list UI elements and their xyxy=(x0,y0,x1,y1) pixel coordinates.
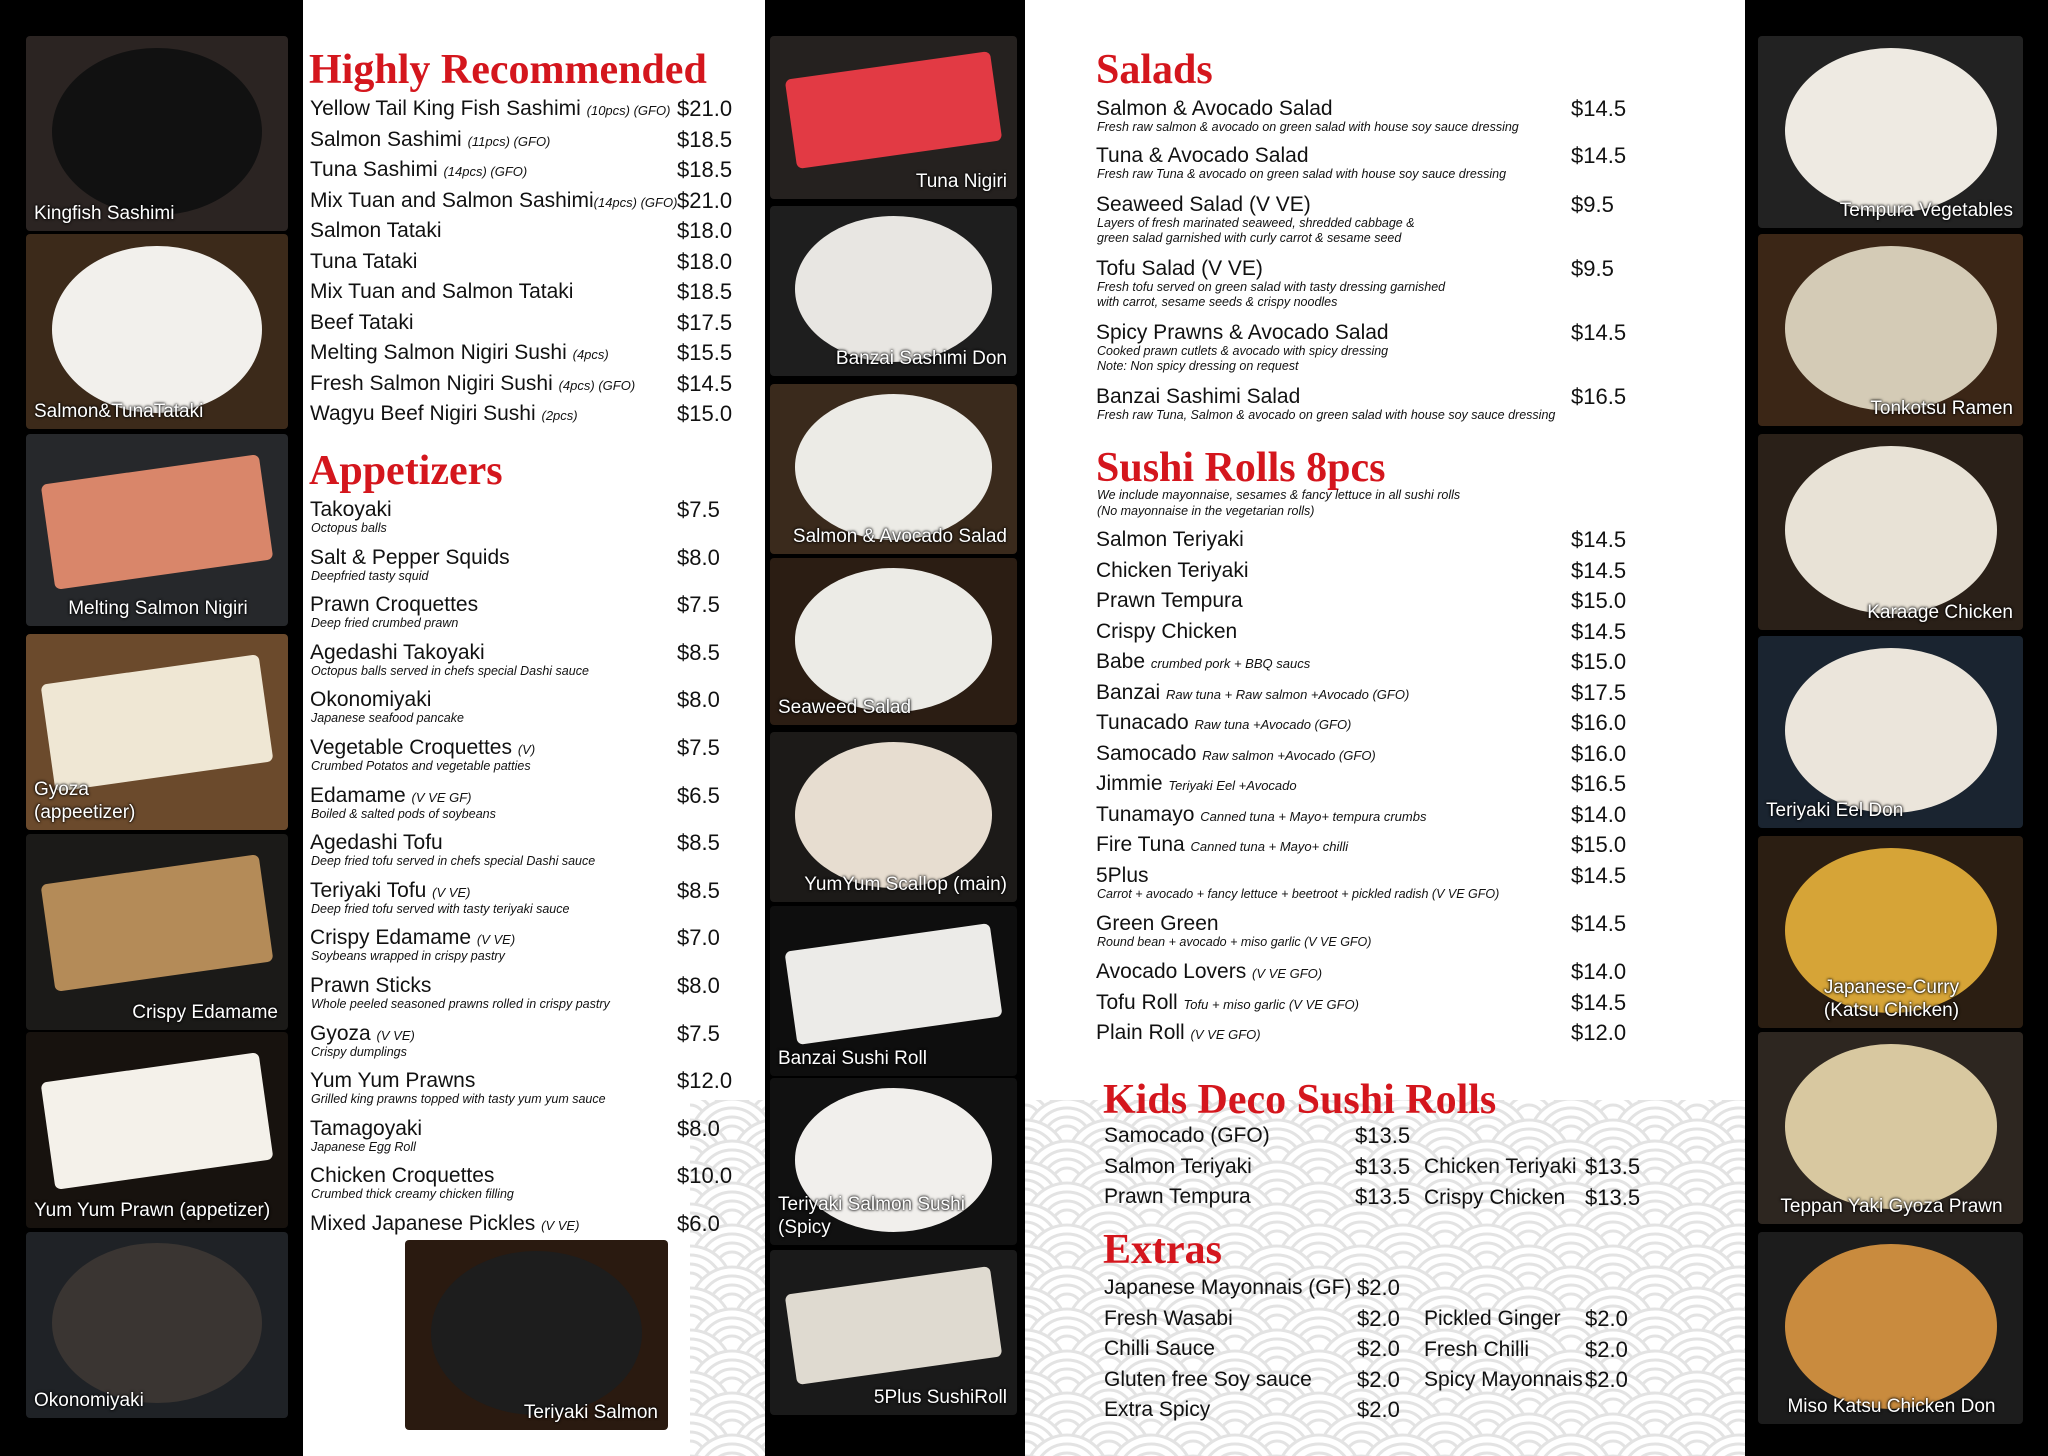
item-description: Crispy dumplings xyxy=(311,1044,407,1059)
dish-plate-image xyxy=(41,654,274,791)
kids-item-name: Chicken Teriyaki xyxy=(1424,1155,1577,1178)
item-price: $8.0 xyxy=(677,973,720,998)
item-price: $14.5 xyxy=(1571,527,1627,552)
menu-item-name xyxy=(310,973,431,999)
item-note: (4pcs) (GFO) xyxy=(558,377,636,393)
dish-plate-image xyxy=(41,854,274,991)
photo-caption: Tempura Vegetables xyxy=(1839,200,2013,221)
item-note: (V VE) xyxy=(541,1218,580,1233)
kids-item-price: $13.5 xyxy=(1355,1123,1411,1148)
extra-item-name: Extra Spicy xyxy=(1104,1398,1211,1421)
photo-caption: Miso Katsu Chicken Don xyxy=(1787,1396,1996,1417)
dish-photo xyxy=(26,36,288,231)
dish-photo xyxy=(770,732,1017,902)
item-note: (4pcs) xyxy=(572,347,609,362)
menu-item-name xyxy=(310,687,431,713)
photo-caption: Japanese-Curry (Katsu Chicken) xyxy=(1823,977,1960,1021)
menu-item-name xyxy=(1096,384,1300,410)
item-note: (11pcs) (GFO) xyxy=(467,133,551,149)
dish-photo xyxy=(1758,636,2023,828)
item-description-2: Note: Non spicy dressing on request xyxy=(1097,359,1299,373)
item-note: Tofu + miso garlic (V VE GFO) xyxy=(1183,997,1359,1012)
item-name: Okonomiyaki xyxy=(310,688,432,712)
item-description: Deep fried tofu served in chefs special Dashi sauce xyxy=(311,854,596,869)
item-name: Crispy Edamame xyxy=(310,926,477,950)
menu-item-name xyxy=(310,157,527,185)
item-name: Mix Tuan and Salmon Tataki xyxy=(310,280,574,303)
menu-item-name xyxy=(310,497,392,523)
item-price: $14.5 xyxy=(1571,619,1627,644)
salads-heading: Salads xyxy=(1096,47,1213,93)
item-name: Tuna Tataki xyxy=(310,249,418,273)
menu-item-name xyxy=(1096,588,1243,614)
photo-caption: Salmon & Avocado Salad xyxy=(792,526,1007,547)
kids-deco-heading: Kids Deco Sushi Rolls xyxy=(1103,1077,1497,1123)
item-name: Chicken Croquettes xyxy=(310,1164,495,1188)
item-price: $6.5 xyxy=(677,782,720,808)
menu-item-name xyxy=(310,371,635,399)
item-note: (V VE GF) xyxy=(411,789,472,805)
menu-item-name xyxy=(310,310,414,336)
item-description: Deep fried tofu served with tasty teriyaki sauce xyxy=(311,901,570,916)
wave-pattern xyxy=(690,1100,765,1456)
item-price: $7.5 xyxy=(677,735,720,760)
menu-item-name xyxy=(310,401,578,429)
dish-photo xyxy=(1758,1032,2023,1224)
item-name: Avocado Lovers xyxy=(1096,960,1253,983)
item-name: Mixed Japanese Pickles xyxy=(310,1212,542,1235)
menu-item-name xyxy=(310,127,550,155)
dish-plate-image xyxy=(52,48,262,216)
menu-item-name xyxy=(310,1116,422,1142)
item-description: Octopus balls served in chefs special Dashi sauce xyxy=(311,663,589,678)
item-price: $14.5 xyxy=(1571,320,1627,345)
dish-photo xyxy=(26,834,288,1030)
item-price: $15.0 xyxy=(1571,588,1627,613)
photo-caption: YumYum Scallop (main) xyxy=(804,874,1007,895)
dish-plate-image xyxy=(795,568,993,712)
item-note: Canned tuna + Mayo+ chilli xyxy=(1190,839,1349,854)
extra-item-name: Fresh Wasabi xyxy=(1104,1306,1233,1330)
item-description: Japanese seafood pancake xyxy=(311,711,464,726)
item-description: Deep fried crumbed prawn xyxy=(311,616,459,631)
photo-caption: Seaweed Salad xyxy=(778,697,912,718)
dish-photo xyxy=(26,1232,288,1418)
dish-photo xyxy=(770,384,1017,554)
item-price: $17.5 xyxy=(677,309,733,335)
menu-item-name xyxy=(1096,680,1409,708)
item-price: $16.0 xyxy=(1571,710,1627,735)
item-name: Salmon Sashimi xyxy=(310,127,468,151)
item-name: Banzai xyxy=(1096,681,1167,704)
item-price: $15.0 xyxy=(1571,832,1627,857)
extra-item-price: $2.0 xyxy=(1357,1305,1400,1331)
photo-caption: Banzai Sashimi Don xyxy=(835,348,1007,369)
item-name: Crispy Chicken xyxy=(1096,620,1238,643)
photo-caption: Tuna Nigiri xyxy=(915,171,1007,192)
item-name: Salmon Tataki xyxy=(310,219,442,242)
menu-item-name xyxy=(1096,832,1348,860)
item-name: Tuna Sashimi xyxy=(310,158,444,181)
item-name: Prawn Tempura xyxy=(1096,589,1243,612)
item-name: Gyoza xyxy=(310,1021,377,1045)
item-name: Beef Tataki xyxy=(310,310,414,334)
dish-plate-image xyxy=(785,51,1003,169)
dish-photo xyxy=(770,1250,1017,1415)
photo-caption: Kingfish Sashimi xyxy=(34,203,175,224)
photo-caption: Yum Yum Prawn (appetizer) xyxy=(34,1200,271,1221)
item-name: Prawn Sticks xyxy=(310,974,432,997)
item-price: $8.0 xyxy=(677,544,720,570)
item-price: $8.0 xyxy=(677,1115,720,1141)
dish-plate-image xyxy=(431,1251,641,1414)
item-price: $10.0 xyxy=(677,1163,733,1189)
dish-plate-image xyxy=(1785,648,1997,813)
item-name: Tunacado xyxy=(1096,711,1195,734)
item-price: $8.5 xyxy=(677,830,720,856)
extra-item-price: $2.0 xyxy=(1357,1397,1400,1422)
item-price: $21.0 xyxy=(677,187,733,213)
item-note: (V VE GFO) xyxy=(1252,966,1323,981)
photo-caption: Okonomiyaki xyxy=(34,1390,144,1411)
dish-photo xyxy=(405,1240,668,1430)
item-name: Fresh Salmon Nigiri Sushi xyxy=(310,371,559,395)
item-price: $7.0 xyxy=(677,925,720,951)
item-price: $7.5 xyxy=(677,1020,720,1046)
item-description: Grilled king prawns topped with tasty yum yum sauce xyxy=(311,1092,606,1107)
item-name: Plain Roll xyxy=(1096,1021,1191,1044)
item-note: (2pcs) xyxy=(541,408,578,423)
photo-caption: Teriyaki Salmon xyxy=(523,1402,658,1423)
dish-photo xyxy=(26,1032,288,1228)
item-name: Edamame xyxy=(310,783,412,807)
item-name: Agedashi Tofu xyxy=(310,831,443,855)
menu-item-name xyxy=(310,640,485,666)
item-note: Raw tuna + Raw salmon +Avocado (GFO) xyxy=(1166,687,1410,702)
item-description-2: with carrot, sesame seeds & crispy noodles xyxy=(1097,295,1338,309)
kids-item-name: Samocado (GFO) xyxy=(1104,1124,1270,1147)
kids-item-price: $13.5 xyxy=(1585,1154,1641,1179)
item-price: $9.5 xyxy=(1571,192,1614,217)
item-price: $16.0 xyxy=(1571,741,1627,766)
item-name: Chicken Teriyaki xyxy=(1096,559,1249,582)
photo-caption: Teppan Yaki Gyoza Prawn xyxy=(1780,1196,2003,1217)
item-name: Tofu Salad (V VE) xyxy=(1096,257,1263,280)
item-note: (V VE GFO) xyxy=(1190,1027,1261,1042)
item-note: (V VE) xyxy=(432,884,471,900)
dish-plate-image xyxy=(784,923,1002,1044)
dish-photo xyxy=(770,206,1017,376)
item-price: $16.5 xyxy=(1571,771,1627,796)
item-price: $18.0 xyxy=(677,248,733,274)
menu-item-name xyxy=(1096,911,1219,937)
photo-caption: Salmon&TunaTataki xyxy=(34,401,204,422)
item-description: Crumbed Potatos and vegetable patties xyxy=(311,759,531,773)
item-price: $14.5 xyxy=(1571,863,1627,888)
extra-item-name: Pickled Ginger xyxy=(1424,1307,1561,1330)
menu-item-name xyxy=(310,340,609,368)
item-name: Salmon Teriyaki xyxy=(1096,528,1244,551)
item-name: Green Green xyxy=(1096,912,1219,935)
extra-item-name: Japanese Mayonnais (GF) xyxy=(1104,1276,1352,1299)
menu-item-name xyxy=(1096,256,1263,282)
extra-item-price: $2.0 xyxy=(1585,1336,1628,1362)
item-price: $14.5 xyxy=(1571,558,1627,583)
item-note: crumbed pork + BBQ saucs xyxy=(1150,656,1311,671)
dish-photo xyxy=(1758,36,2023,228)
item-price: $14.5 xyxy=(1571,96,1627,121)
dish-photo xyxy=(1758,234,2023,426)
photo-caption: Gyoza (appeetizer) xyxy=(34,779,136,823)
item-price: $14.5 xyxy=(677,370,733,396)
menu-item-name xyxy=(1096,771,1297,799)
extra-item-name: Fresh Chilli xyxy=(1424,1337,1530,1361)
kids-item-name: Salmon Teriyaki xyxy=(1104,1154,1252,1178)
item-name: Vegetable Croquettes xyxy=(310,736,518,759)
item-note: (14pcs) (GFO) xyxy=(443,164,528,179)
dish-plate-image xyxy=(795,742,993,888)
kids-item-price: $13.5 xyxy=(1585,1184,1641,1210)
item-description: Japanese Egg Roll xyxy=(311,1139,416,1154)
menu-item-name xyxy=(310,218,442,244)
photo-caption: Teriyaki Eel Don xyxy=(1766,800,1904,821)
menu-item-name xyxy=(1096,527,1244,553)
photo-caption: Teriyaki Salmon Sushi (Spicy xyxy=(778,1194,965,1238)
dish-photo xyxy=(26,434,288,626)
item-price: $16.5 xyxy=(1571,384,1627,409)
item-price: $15.0 xyxy=(1571,649,1627,674)
photo-caption: Melting Salmon Nigiri xyxy=(68,598,248,619)
menu-item-name xyxy=(310,279,573,305)
kids-item-name: Crispy Chicken xyxy=(1424,1185,1566,1209)
dish-photo xyxy=(770,906,1017,1076)
menu-item-name xyxy=(1096,990,1359,1018)
item-name: Seaweed Salad (V VE) xyxy=(1096,193,1311,216)
dish-photo xyxy=(770,1078,1017,1245)
menu-item-name xyxy=(1096,959,1322,987)
dish-plate-image xyxy=(784,1266,1002,1385)
item-price: $9.5 xyxy=(1571,256,1614,281)
item-price: $7.5 xyxy=(677,592,720,618)
item-name: Yum Yum Prawns xyxy=(310,1069,476,1093)
item-description: Soybeans wrapped in crispy pastry xyxy=(311,949,505,964)
item-price: $18.0 xyxy=(677,218,733,243)
item-name: Wagyu Beef Nigiri Sushi xyxy=(310,402,542,425)
item-note: (V) xyxy=(517,742,536,757)
item-price: $12.0 xyxy=(677,1068,733,1094)
item-description: Cooked prawn cutlets & avocado with spicy dressing xyxy=(1097,344,1389,358)
dish-plate-image xyxy=(41,454,274,589)
item-name: Takoyaki xyxy=(310,498,392,521)
item-description: Octopus balls xyxy=(311,521,387,535)
menu-item-name xyxy=(1096,558,1249,584)
photo-caption: Crispy Edamame xyxy=(132,1002,278,1023)
item-price: $18.5 xyxy=(677,126,733,152)
dish-plate-image xyxy=(795,216,993,362)
item-name: Salt & Pepper Squids xyxy=(310,545,510,569)
dish-plate-image xyxy=(1785,1244,1997,1409)
dish-plate-image xyxy=(1785,1044,1997,1209)
menu-item-name xyxy=(1096,143,1309,169)
item-price: $15.0 xyxy=(677,401,733,426)
item-name: Mix Tuan and Salmon Sashimi xyxy=(310,188,594,212)
dish-plate-image xyxy=(1785,446,1997,615)
item-price: $15.5 xyxy=(677,340,733,365)
photo-caption: 5Plus SushiRoll xyxy=(873,1387,1007,1408)
menu-item-name xyxy=(1096,1020,1261,1048)
menu-item-name xyxy=(310,592,478,618)
item-price: $8.5 xyxy=(677,877,720,903)
menu-item-name xyxy=(1096,320,1389,346)
menu-item-name xyxy=(1096,649,1310,677)
item-description: Fresh raw salmon & avocado on green salad with house soy sauce dressing xyxy=(1097,120,1519,134)
dish-plate-image xyxy=(41,1052,274,1189)
item-description: Fresh tofu served on green salad with tasty dressing garnished xyxy=(1097,280,1446,294)
kids-item-name: Prawn Tempura xyxy=(1104,1185,1251,1208)
dish-photo xyxy=(770,36,1017,199)
extra-item-name: Chilli Sauce xyxy=(1104,1337,1215,1360)
item-name: Tuna & Avocado Salad xyxy=(1096,144,1309,167)
menu-item-name xyxy=(310,188,677,216)
sushi-rolls-heading: Sushi Rolls 8pcs xyxy=(1096,445,1386,491)
extras-heading: Extras xyxy=(1103,1227,1222,1273)
photo-caption: Tonkotsu Ramen xyxy=(1870,398,2013,419)
item-price: $8.0 xyxy=(677,687,720,713)
item-price: $14.0 xyxy=(1571,802,1627,827)
appetizers-heading: Appetizers xyxy=(309,448,503,494)
dish-photo xyxy=(1758,1232,2023,1424)
item-note: (14pcs) (GFO) xyxy=(593,194,678,210)
item-name: Salmon & Avocado Salad xyxy=(1096,97,1333,120)
dish-photo xyxy=(1758,836,2023,1028)
extra-item-price: $2.0 xyxy=(1357,1275,1400,1300)
item-note: Teriyaki Eel +Avocado xyxy=(1168,778,1297,793)
menu-item-name xyxy=(310,1068,475,1094)
item-description: Deepfried tasty squid xyxy=(311,568,429,583)
extra-item-name: Gluten free Soy sauce xyxy=(1104,1367,1312,1391)
dish-plate-image xyxy=(52,246,262,414)
item-price: $14.5 xyxy=(1571,990,1627,1015)
menu-item-name xyxy=(1096,741,1376,769)
item-price: $14.5 xyxy=(1571,911,1627,936)
dish-photo xyxy=(1758,434,2023,630)
item-price: $7.5 xyxy=(677,497,720,522)
item-name: Spicy Prawns & Avocado Salad xyxy=(1096,321,1389,344)
dish-photo xyxy=(26,634,288,830)
item-name: Samocado xyxy=(1096,742,1203,765)
sushi-rolls-note: We include mayonnaise, sesames & fancy lettuce in all sushi rolls xyxy=(1097,488,1461,502)
item-description-2: green salad garnished with curly carrot & sesame seed xyxy=(1097,231,1402,245)
item-note: (V VE) xyxy=(476,932,516,948)
item-price: $17.5 xyxy=(1571,680,1627,705)
item-description: Crumbed thick creamy chicken filling xyxy=(311,1187,514,1202)
kids-item-price: $13.5 xyxy=(1355,1153,1411,1179)
item-note: Canned tuna + Mayo+ tempura crumbs xyxy=(1200,809,1427,824)
item-name: Banzai Sashimi Salad xyxy=(1096,385,1301,408)
item-name: Agedashi Takoyaki xyxy=(310,640,485,664)
item-description: Boiled & salted pods of soybeans xyxy=(311,806,496,821)
sushi-rolls-note-vegetarian: (No mayonnaise in the vegetarian rolls) xyxy=(1097,504,1315,518)
menu-item-name xyxy=(1096,619,1237,645)
item-description: Round bean + avocado + miso garlic (V VE GFO) xyxy=(1097,935,1372,949)
item-name: Babe xyxy=(1096,650,1151,673)
item-name: Jimmie xyxy=(1096,772,1169,795)
menu-item-name xyxy=(310,830,443,856)
item-name: Fire Tuna xyxy=(1096,833,1191,856)
menu-item-name xyxy=(1096,192,1311,218)
item-price: $8.5 xyxy=(677,639,720,665)
item-description: Fresh raw Tuna, Salmon & avocado on green salad with house soy sauce dressing xyxy=(1097,408,1556,422)
menu-item-name xyxy=(310,545,510,571)
extra-item-price: $2.0 xyxy=(1357,1336,1400,1361)
item-name: Tamagoyaki xyxy=(310,1116,423,1140)
item-name: Tofu Roll xyxy=(1096,991,1184,1014)
menu-item-name xyxy=(1096,863,1149,889)
photo-caption: Banzai Sushi Roll xyxy=(778,1048,927,1069)
item-price: $12.0 xyxy=(1571,1020,1627,1045)
item-description: Whole peeled seasoned prawns rolled in crispy pastry xyxy=(311,997,610,1011)
dish-plate-image xyxy=(795,394,993,540)
item-name: Yellow Tail King Fish Sashimi xyxy=(310,97,587,120)
photo-caption: Karaage Chicken xyxy=(1867,602,2013,623)
item-price: $18.5 xyxy=(677,279,733,304)
item-name: Prawn Croquettes xyxy=(310,593,479,617)
extra-item-price: $2.0 xyxy=(1357,1366,1400,1392)
menu-item-name xyxy=(1096,710,1351,738)
item-description: Fresh raw Tuna & avocado on green salad with house soy sauce dressing xyxy=(1097,167,1507,181)
menu-item-name xyxy=(310,96,670,124)
dish-plate-image xyxy=(52,1243,262,1403)
extra-item-price: $2.0 xyxy=(1585,1367,1628,1392)
item-name: Teriyaki Tofu xyxy=(310,878,433,902)
item-price: $14.0 xyxy=(1571,959,1627,984)
highly-recommended-heading: Highly Recommended xyxy=(309,47,707,93)
item-note: (10pcs) (GFO) xyxy=(586,103,671,118)
menu-item-name xyxy=(310,1163,494,1189)
item-note: Raw salmon +Avocado (GFO) xyxy=(1202,748,1376,763)
menu-item-name xyxy=(1096,96,1333,122)
item-note: Raw tuna +Avocado (GFO) xyxy=(1194,717,1352,732)
extra-item-name: Spicy Mayonnais xyxy=(1424,1368,1583,1391)
item-note: (V VE) xyxy=(376,1027,415,1043)
item-name: Tunamayo xyxy=(1096,803,1201,826)
dish-photo xyxy=(770,558,1017,725)
item-name: 5Plus xyxy=(1096,864,1149,887)
item-price: $6.0 xyxy=(677,1211,720,1236)
dish-plate-image xyxy=(1785,48,1997,213)
kids-item-price: $13.5 xyxy=(1355,1184,1411,1209)
menu-item-name xyxy=(1096,802,1426,830)
dish-plate-image xyxy=(1785,246,1997,411)
item-price: $21.0 xyxy=(677,96,733,121)
extra-item-price: $2.0 xyxy=(1585,1306,1628,1331)
menu-item-name xyxy=(310,1211,579,1239)
item-name: Melting Salmon Nigiri Sushi xyxy=(310,341,573,364)
dish-photo xyxy=(26,234,288,429)
item-description: Carrot + avocado + fancy lettuce + beetroot + pickled radish (V VE GFO) xyxy=(1097,887,1500,901)
item-price: $14.5 xyxy=(1571,143,1627,168)
item-price: $18.5 xyxy=(677,157,733,182)
menu-item-name xyxy=(310,249,417,275)
item-description: Layers of fresh marinated seaweed, shredded cabbage & xyxy=(1097,216,1415,230)
